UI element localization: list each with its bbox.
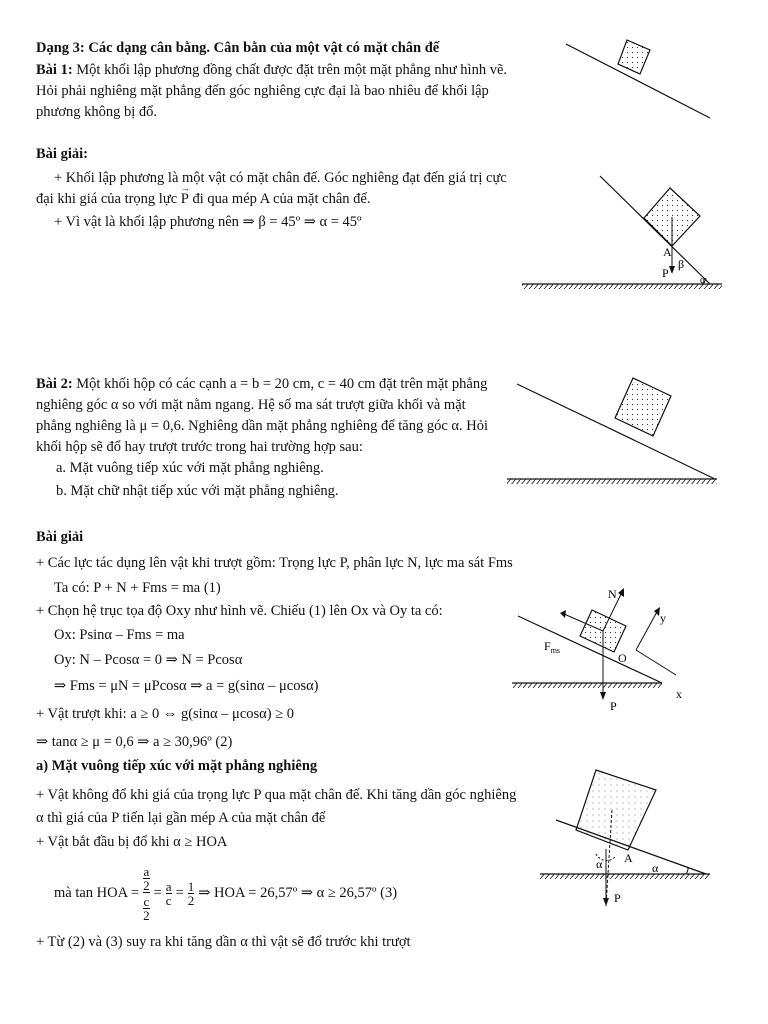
ground-hatch-5 bbox=[540, 874, 710, 879]
part-a-line1: + Vật không đổ khi giá của trọng lực P qua mặt chân đế. Khi tăng dần góc nghiêng α thì giá của P tiến lại gần mép A của mặt chân đế bbox=[36, 787, 517, 826]
ground-hatch bbox=[522, 284, 722, 289]
label-Fms: $F_{ms}$ bbox=[544, 639, 561, 655]
label-P-5: P bbox=[614, 891, 621, 905]
label-P: P bbox=[662, 266, 669, 280]
section-heading: Dạng 3: Các dạng cân bằng. Cân bằn của một vật có mặt chân đế bbox=[36, 40, 440, 56]
fraction-one-half bbox=[188, 880, 195, 907]
figure-force-diagram bbox=[508, 580, 708, 710]
giai2-slide-condition: + Vật trượt khi: a ≥ 0 ⇔ g(sinα – μcosα) ≥ 0 bbox=[36, 706, 295, 722]
cube-block bbox=[618, 40, 650, 74]
label-O: O bbox=[618, 651, 627, 665]
bai1-problem bbox=[36, 60, 516, 123]
label-alpha-inner: α bbox=[596, 857, 603, 871]
tan-prefix: mà tan HOA = bbox=[54, 884, 140, 901]
tan-result: ⇒ HOA = 26,57º ⇒ α ≥ 26,57º (3) bbox=[198, 884, 398, 901]
figure-cube-on-incline bbox=[560, 30, 720, 130]
box-block bbox=[615, 378, 671, 436]
giai2-ox: Ox: Psinα – Fms = ma bbox=[54, 627, 185, 643]
frac-den-22: 2 bbox=[187, 892, 195, 908]
bai2-option-b: b. Mặt chữ nhật tiếp xúc với mặt phẳng nghiêng. bbox=[56, 483, 339, 499]
y-axis-line bbox=[636, 610, 658, 650]
part-a-conclusion: + Từ (2) và (3) suy ra khi tăng dần α thì vật sẽ đổ trước khi trượt bbox=[36, 934, 411, 950]
bai2-problem bbox=[36, 374, 496, 458]
giai1-line1-text: + Khối lập phương là một vật có mặt chân đế. Góc nghiêng đạt đến giá trị cực đại khi giá của trọng lực bbox=[36, 170, 507, 207]
friction-arrow-head bbox=[560, 610, 566, 618]
x-axis-line bbox=[636, 650, 676, 675]
giai2-forces: + Các lực tác dụng lên vật khi trượt gồm: Trọng lực P, phân lực N, lực ma sát Fms bbox=[36, 555, 513, 571]
giai2-axes: + Chọn hệ trục tọa độ Oxy như hình vẽ. Chiếu (1) lên Ox và Oy ta có: bbox=[36, 603, 443, 619]
giai2-oy: Oy: N – Pcosα = 0 ⇒ N = Pcosα bbox=[54, 652, 243, 668]
part-a-tan-equation bbox=[54, 858, 397, 928]
label-alpha: α bbox=[700, 275, 706, 286]
ground-hatch-3 bbox=[507, 479, 717, 484]
frac-num-a: a bbox=[143, 863, 150, 879]
giai2-tan: ⇒ tanα ≥ μ = 0,6 ⇒ a ≥ 30,96º (2) bbox=[36, 734, 233, 750]
label-x: x bbox=[676, 687, 682, 701]
giai1-line1 bbox=[36, 168, 512, 210]
bai2-option-a: a. Mặt vuông tiếp xúc với mặt phẳng nghiêng. bbox=[56, 460, 324, 476]
giai1-line1b-text: đi qua mép A của mặt chân đế. bbox=[192, 191, 371, 207]
frac-den-2b: 2 bbox=[143, 907, 150, 923]
label-N: N bbox=[608, 587, 617, 601]
bai1-label: Bài 1: bbox=[36, 62, 73, 78]
giai1-line2: + Vì vật là khối lập phương nên ⇒ β = 45º ⇒ α = 45º bbox=[54, 214, 362, 230]
label-alpha-outer: α bbox=[652, 861, 659, 875]
weight-arrow-head bbox=[669, 266, 675, 274]
figure-tipping-cube bbox=[520, 168, 730, 298]
frac-den-c2: c bbox=[165, 892, 172, 908]
fraction-a-over-c bbox=[166, 880, 172, 907]
label-A: A bbox=[663, 245, 672, 259]
incline-line-2 bbox=[600, 176, 710, 284]
giai1-title: Bài giải: bbox=[36, 146, 88, 162]
figure-box-on-incline bbox=[505, 372, 720, 490]
vector-P-inline: → P bbox=[181, 189, 189, 210]
part-a-title: a) Mặt vuông tiếp xúc với mặt phẳng nghiêng bbox=[36, 758, 318, 774]
tall-box-block bbox=[576, 770, 656, 850]
giai2-title: Bài giải bbox=[36, 529, 84, 545]
label-P-4: P bbox=[610, 699, 617, 710]
equals-1: = bbox=[153, 884, 162, 901]
fraction-a2-over-c2 bbox=[143, 865, 150, 922]
bai1-text: Một khối lập phương đồng chất được đặt trên một mặt phẳng như hình vẽ. Hỏi phải nghiêng mặt phẳng đến góc nghiêng cực đại là bao nhiêu để khối lập phương không bị đổ. bbox=[36, 62, 508, 120]
alpha-arc-5 bbox=[686, 867, 688, 874]
normal-arrow-head bbox=[618, 588, 624, 597]
label-A-5: A bbox=[624, 851, 633, 865]
frac-num-c: c bbox=[143, 893, 150, 909]
incline-line-3 bbox=[517, 384, 715, 479]
label-y: y bbox=[660, 611, 666, 625]
label-beta: β bbox=[678, 257, 685, 271]
bai2-label: Bài 2: bbox=[36, 376, 73, 392]
giai2-eq1: Ta có: P + N + Fms = ma (1) bbox=[54, 580, 221, 596]
frac-num-a2: a bbox=[165, 878, 172, 894]
bai2-text: Một khối hộp có các cạnh a = b = 20 cm, c = 40 cm đặt trên mặt phẳng nghiêng góc α so với mặt nằm ngang. Hệ số ma sát trượt giữa khối và mặt phẳng nghiêng là μ = 0,6. Nghiêng dần mặt phẳng nghiêng để tăng góc α. Hỏi khối hộp sẽ đổ hay trượt trước trong hai trường hợp sau: bbox=[36, 376, 489, 455]
weight-arrow-head-5 bbox=[603, 898, 609, 906]
frac-num-1: 1 bbox=[187, 878, 195, 894]
frac-den-2: 2 bbox=[143, 877, 150, 893]
weight-arrow-head-4 bbox=[600, 692, 606, 700]
giai2-fms: ⇒ Fms = μN = μPcosα ⇒ a = g(sinα – μcosα) bbox=[54, 678, 319, 694]
figure-tall-box bbox=[536, 764, 714, 914]
ground-hatch-4 bbox=[512, 683, 662, 688]
part-a-line2: + Vật bắt đầu bị đổ khi α ≥ HOA bbox=[36, 834, 228, 850]
equals-2: = bbox=[175, 884, 184, 901]
